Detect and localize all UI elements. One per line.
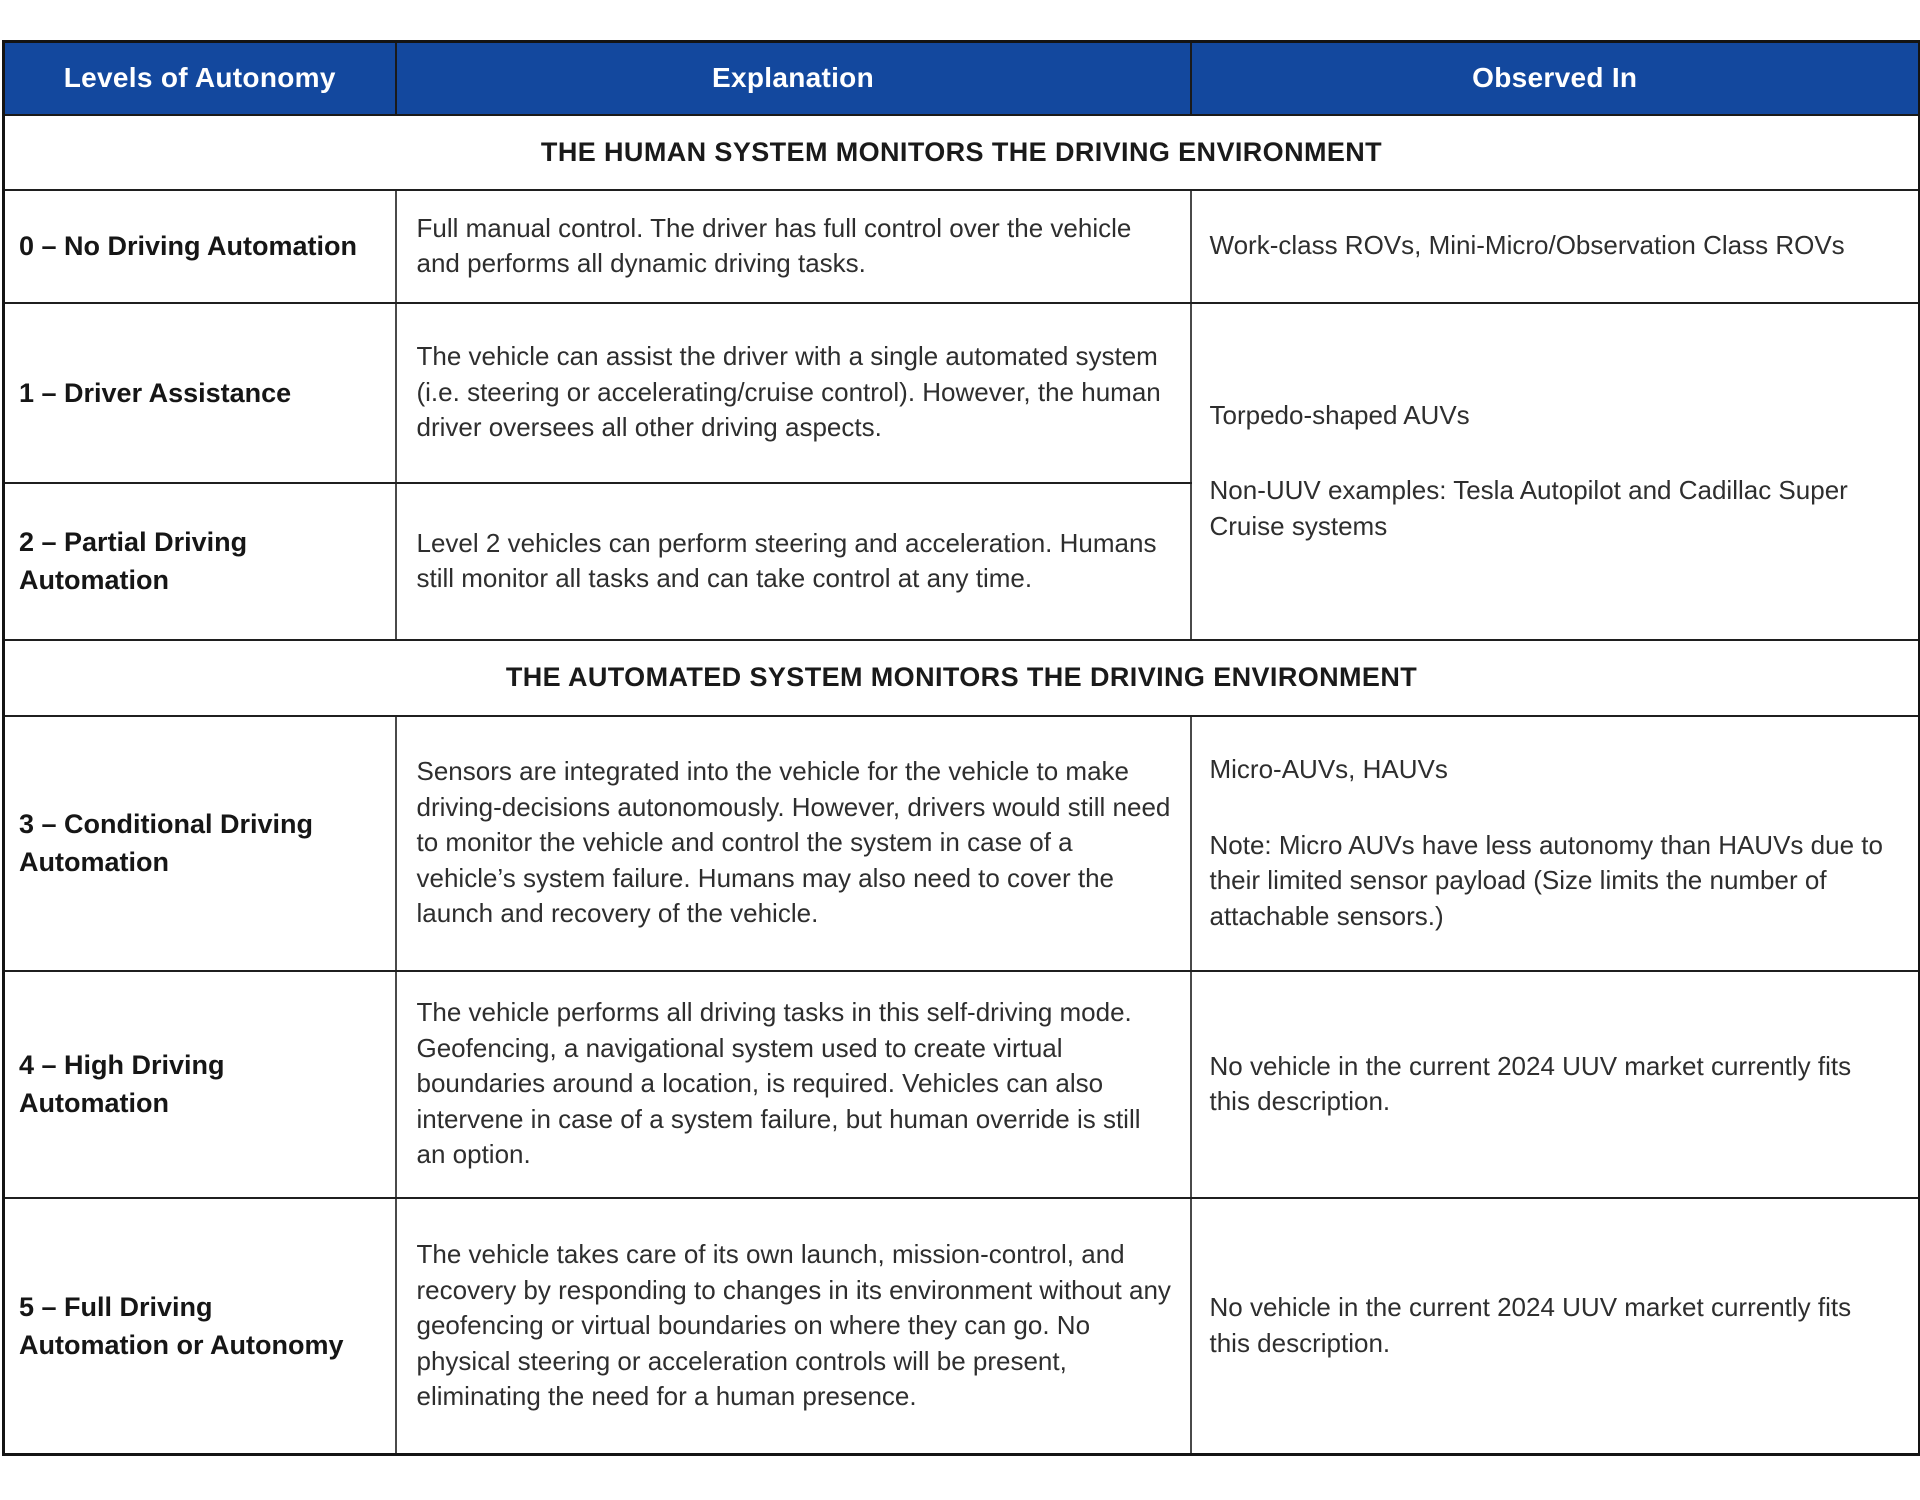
explanation-cell (396, 1198, 1191, 1455)
level-label: 2 – Partial Driving Automation (4, 483, 396, 640)
observed-cell-merged (1191, 303, 1920, 640)
table-row (4, 303, 1920, 483)
col-header-observed-in: Observed In (1191, 42, 1920, 115)
explanation-cell (396, 971, 1191, 1198)
observed-text: No vehicle in the current 2024 UUV market currently fits this description. (1209, 1050, 1852, 1116)
section-title: THE HUMAN SYSTEM MONITORS THE DRIVING ENVIRONMENT (4, 115, 1920, 190)
section-title: THE AUTOMATED SYSTEM MONITORS THE DRIVING ENVIRONMENT (4, 640, 1920, 716)
observed-cell (1191, 1198, 1920, 1455)
observed-text: Note: Micro AUVs have less autonomy than HAUVs due to their limited sensor payload (Size limits the number of attachable sensors.) (1209, 829, 1883, 931)
observed-cell (1191, 716, 1920, 971)
explanation-text: Level 2 vehicles can perform steering and acceleration. Humans still monitor all tasks and can take control at any time. (416, 527, 1157, 593)
autonomy-levels-table (2, 40, 1920, 1456)
observed-cell (1191, 190, 1920, 303)
explanation-cell (396, 483, 1191, 640)
table-row (4, 1198, 1920, 1455)
table-row (4, 190, 1920, 303)
explanation-cell (396, 303, 1191, 483)
explanation-text: Full manual control. The driver has full control over the vehicle and performs all dynamic driving tasks. (416, 212, 1132, 278)
table-row (4, 716, 1920, 971)
level-label: 1 – Driver Assistance (4, 303, 396, 483)
explanation-cell (396, 190, 1191, 303)
explanation-cell (396, 716, 1191, 971)
observed-cell (1191, 971, 1920, 1198)
level-label: 3 – Conditional Driving Automation (4, 716, 396, 971)
observed-text: Non-UUV examples: Tesla Autopilot and Cadillac Super Cruise systems (1209, 475, 1848, 541)
explanation-text: The vehicle performs all driving tasks in this self-driving mode. Geofencing, a navigational system used to create virtual boundaries around a location, is required. Vehicles can also intervene in case of a system failure, but human override is still an option. (416, 997, 1141, 1170)
section-row-automated-system (4, 640, 1920, 716)
level-label: 4 – High Driving Automation (4, 971, 396, 1198)
table-header-row (4, 42, 1920, 115)
observed-text: Work-class ROVs, Mini-Micro/Observation Class ROVs (1209, 230, 1845, 261)
col-header-explanation: Explanation (396, 42, 1191, 115)
section-row-human-system (4, 115, 1920, 190)
observed-text: No vehicle in the current 2024 UUV market currently fits this description. (1209, 1292, 1852, 1358)
col-header-levels: Levels of Autonomy (4, 42, 396, 115)
observed-text: Micro-AUVs, HAUVs (1209, 754, 1448, 784)
explanation-text: The vehicle can assist the driver with a single automated system (i.e. steering or accelerating/cruise control). However, the human driver oversees all other driving aspects. (416, 341, 1161, 443)
table-row (4, 971, 1920, 1198)
explanation-text: Sensors are integrated into the vehicle for the vehicle to make driving-decisions autonomously. However, drivers would still need to monitor the vehicle and control the system in case of a vehicle’s system failure. Humans may also need to cover the launch and recovery of the vehicle. (416, 756, 1171, 929)
observed-text: Torpedo-shaped AUVs (1209, 399, 1470, 430)
level-label: 5 – Full Driving Automation or Autonomy (4, 1198, 396, 1455)
explanation-text: The vehicle takes care of its own launch, mission-control, and recovery by responding to changes in its environment without any geofencing or virtual boundaries on where they can go. No physical steering or acceleration controls will be present, eliminating the need for a human presence. (416, 1239, 1171, 1411)
level-label: 0 – No Driving Automation (4, 190, 396, 303)
